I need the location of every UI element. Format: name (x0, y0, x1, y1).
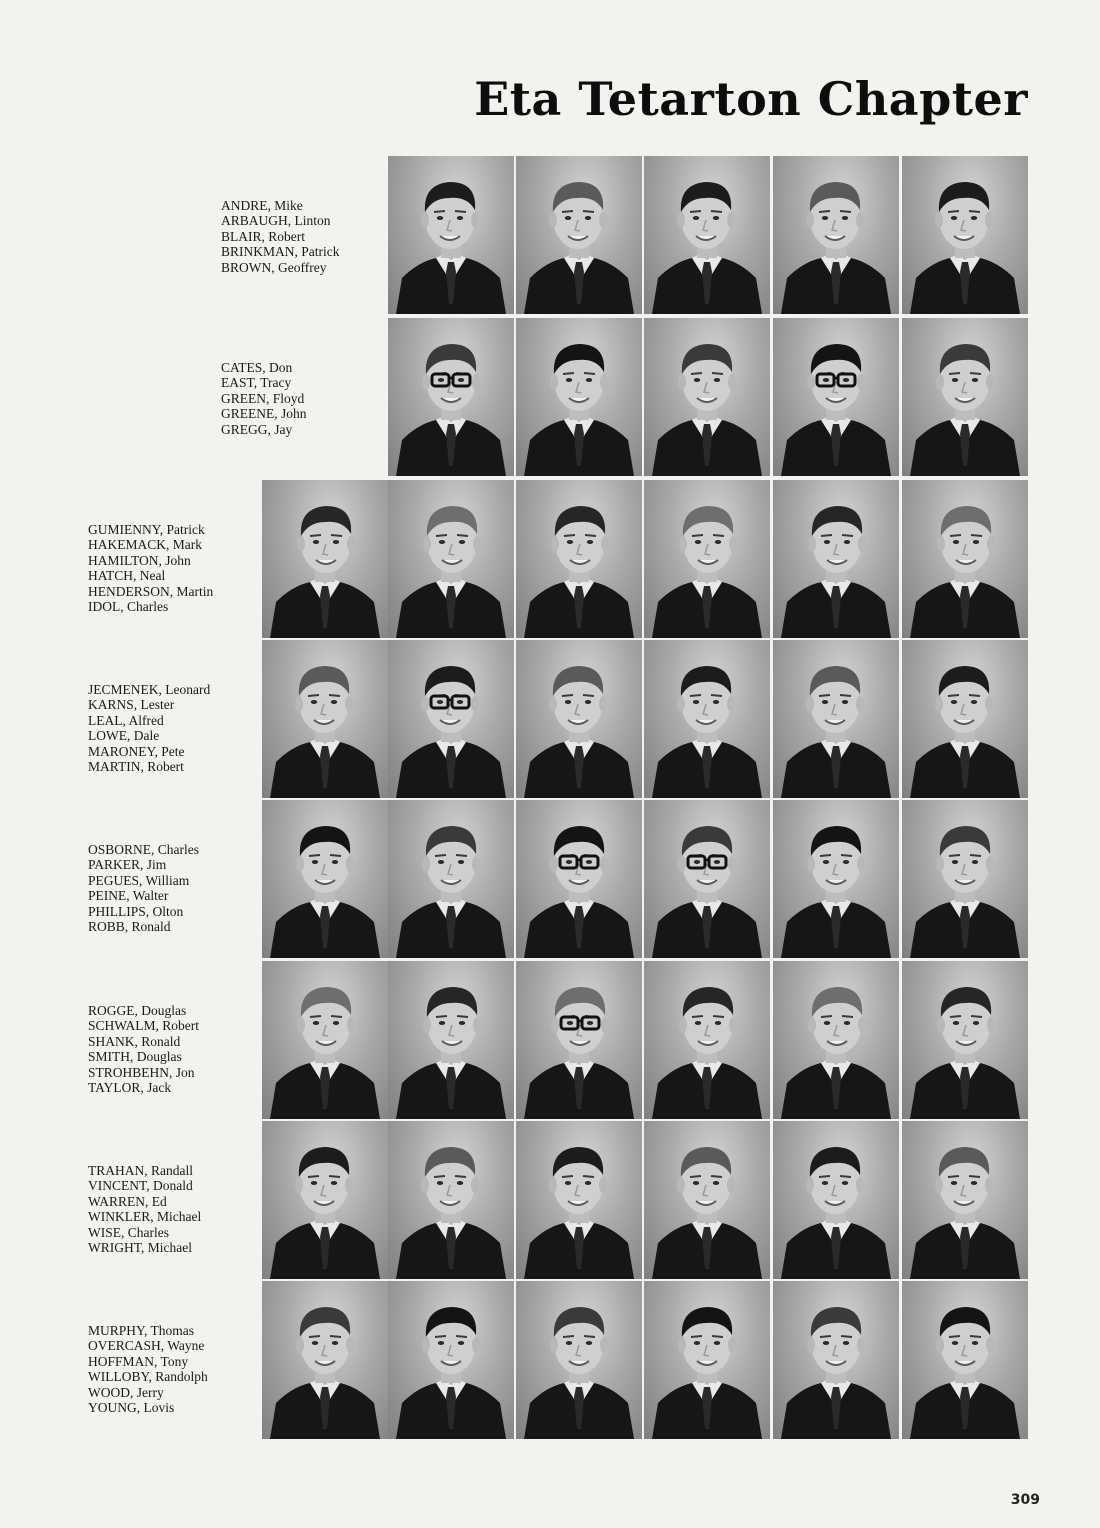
portrait-row (0, 800, 1100, 958)
member-name: GREEN, Floyd (221, 390, 305, 406)
member-name: HAKEMACK, Mark (88, 537, 202, 553)
member-portrait (644, 480, 770, 638)
member-name: LOWE, Dale (88, 728, 160, 744)
member-portrait (388, 800, 514, 958)
member-portrait (773, 640, 899, 798)
name-list (88, 1163, 201, 1255)
portrait-row (0, 156, 1100, 314)
member-portrait (516, 480, 642, 638)
member-portrait (516, 1281, 642, 1439)
member-name: BROWN, Geoffrey (221, 259, 327, 275)
member-name: ROBB, Ronald (88, 919, 171, 935)
member-portrait (902, 318, 1028, 476)
member-portrait (388, 961, 514, 1119)
member-portrait (262, 961, 388, 1119)
member-portrait (902, 1281, 1028, 1439)
member-portrait (902, 640, 1028, 798)
member-portrait (388, 318, 514, 476)
member-portrait (773, 961, 899, 1119)
member-name: MARTIN, Robert (88, 759, 184, 775)
member-name: WILLOBY, Randolph (88, 1369, 208, 1385)
member-name: KARNS, Lester (88, 697, 175, 713)
member-portrait (388, 1121, 514, 1279)
name-list (221, 198, 340, 275)
member-name: GUMIENNY, Patrick (88, 522, 205, 537)
member-portrait (388, 480, 514, 638)
member-name: VINCENT, Donald (88, 1178, 193, 1194)
member-name: YOUNG, Lovis (88, 1400, 175, 1416)
member-portrait (262, 480, 388, 638)
member-portrait (516, 961, 642, 1119)
member-portrait (388, 1281, 514, 1439)
member-portrait (902, 800, 1028, 958)
member-name: WRIGHT, Michael (88, 1240, 192, 1256)
member-name: IDOL, Charles (88, 599, 169, 615)
member-portrait (516, 800, 642, 958)
member-name: WISE, Charles (88, 1224, 169, 1240)
member-name: HOFFMAN, Tony (88, 1353, 189, 1369)
member-portrait (644, 318, 770, 476)
member-name: BRINKMAN, Patrick (221, 244, 340, 260)
member-portrait (644, 961, 770, 1119)
name-list (88, 682, 210, 774)
name-list (221, 360, 307, 437)
member-portrait (644, 1281, 770, 1439)
name-list (88, 1323, 208, 1415)
member-portrait (516, 318, 642, 476)
member-name: SHANK, Ronald (88, 1033, 181, 1049)
member-name: ANDRE, Mike (221, 198, 303, 213)
member-name: SMITH, Douglas (88, 1049, 182, 1065)
member-portrait (516, 640, 642, 798)
member-name: WARREN, Ed (88, 1193, 167, 1209)
portrait-row (0, 318, 1100, 476)
member-name: PEGUES, William (88, 872, 190, 888)
member-portrait (262, 1281, 388, 1439)
member-name: ROGGE, Douglas (88, 1003, 187, 1018)
member-name: HENDERSON, Martin (88, 583, 214, 599)
member-portrait (644, 800, 770, 958)
member-name: SCHWALM, Robert (88, 1018, 199, 1034)
member-name: WINKLER, Michael (88, 1209, 202, 1225)
member-portrait (773, 318, 899, 476)
member-portrait (388, 640, 514, 798)
member-portrait (516, 156, 642, 314)
member-name: HATCH, Neal (88, 568, 166, 584)
member-portrait (773, 156, 899, 314)
page-number: 309 (1010, 1492, 1040, 1508)
member-portrait (262, 800, 388, 958)
member-portrait (773, 1121, 899, 1279)
member-name: OVERCASH, Wayne (88, 1338, 205, 1354)
member-portrait (773, 1281, 899, 1439)
name-list (88, 842, 199, 934)
portrait-row (0, 1121, 1100, 1279)
name-list (88, 1003, 199, 1095)
member-name: HAMILTON, John (88, 552, 191, 568)
member-name: WOOD, Jerry (88, 1384, 164, 1400)
member-name: MARONEY, Pete (88, 743, 185, 759)
member-name: EAST, Tracy (221, 375, 292, 391)
member-portrait (262, 640, 388, 798)
member-name: GREGG, Jay (221, 421, 293, 437)
member-portrait (644, 156, 770, 314)
member-portrait (388, 156, 514, 314)
member-name: PARKER, Jim (88, 857, 167, 873)
member-portrait (902, 961, 1028, 1119)
member-name: TAYLOR, Jack (88, 1080, 172, 1096)
member-portrait (902, 480, 1028, 638)
member-name: PHILLIPS, Olton (88, 903, 184, 919)
page-title: Eta Tetarton Chapter (474, 72, 1028, 126)
member-portrait (902, 156, 1028, 314)
member-name: TRAHAN, Randall (88, 1163, 193, 1178)
member-portrait (773, 800, 899, 958)
portrait-row (0, 480, 1100, 638)
member-portrait (773, 480, 899, 638)
portrait-row (0, 640, 1100, 798)
member-name: MURPHY, Thomas (88, 1323, 195, 1338)
member-portrait (516, 1121, 642, 1279)
name-list (88, 522, 213, 614)
member-portrait (262, 1121, 388, 1279)
member-name: BLAIR, Robert (221, 228, 305, 244)
member-portrait (644, 640, 770, 798)
member-name: STROHBEHN, Jon (88, 1064, 195, 1080)
member-name: JECMENEK, Leonard (88, 682, 211, 697)
member-portrait (902, 1121, 1028, 1279)
portrait-row (0, 1281, 1100, 1439)
member-name: ARBAUGH, Linton (221, 213, 331, 229)
portrait-row (0, 961, 1100, 1119)
member-name: GREENE, John (221, 406, 307, 422)
member-portrait (644, 1121, 770, 1279)
member-name: OSBORNE, Charles (88, 842, 199, 857)
member-name: LEAL, Alfred (88, 712, 164, 728)
member-name: CATES, Don (221, 360, 293, 375)
member-name: PEINE, Walter (88, 888, 169, 904)
